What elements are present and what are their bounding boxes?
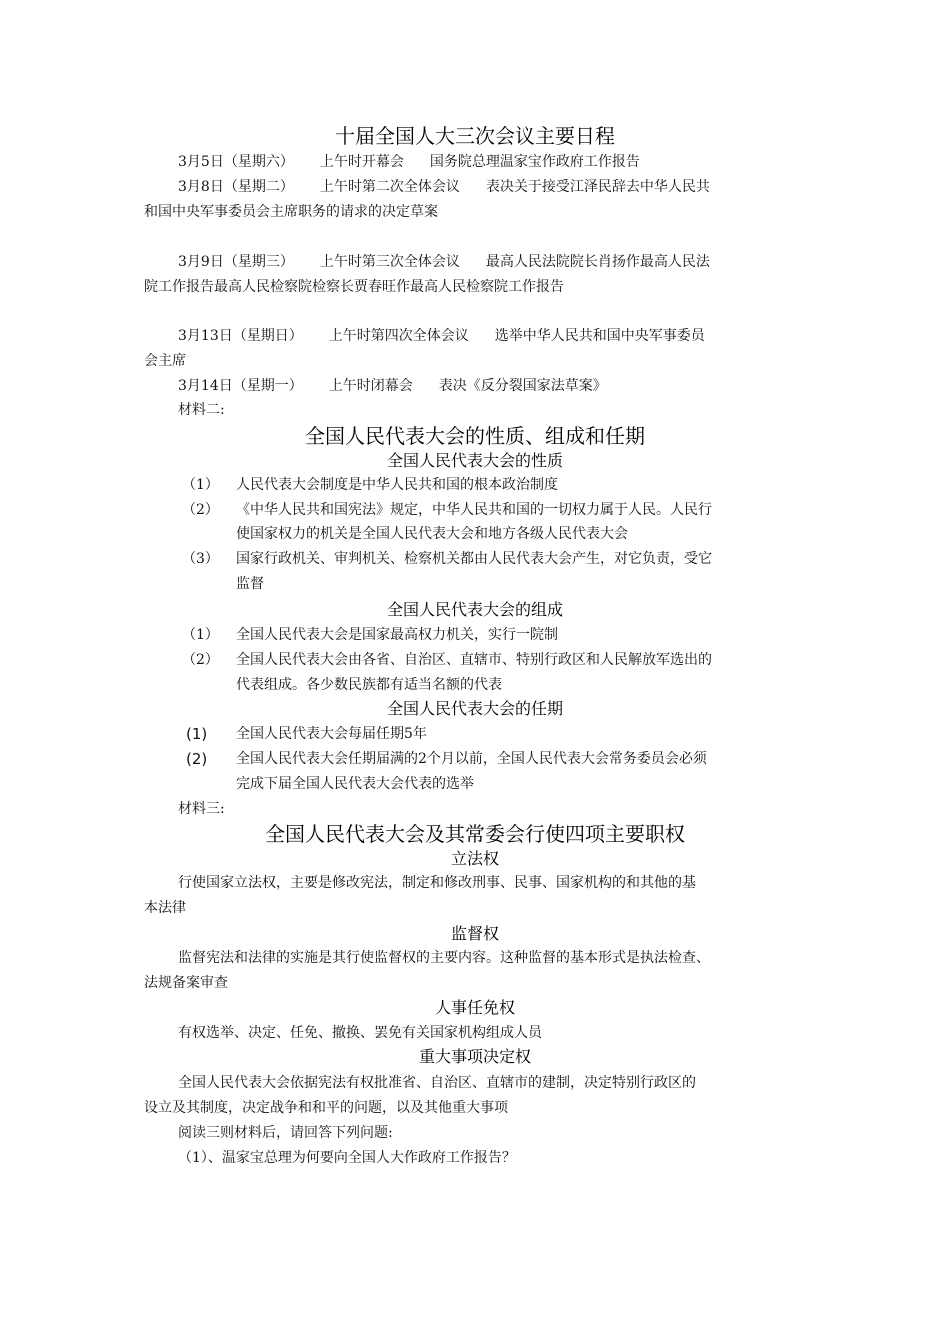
schedule-item-2: 3月8日（星期二） 上午时第二次全体会议 表决关于接受江泽民辞去中华人民共 [178,179,710,195]
nature-item-3: 国家行政机关、审判机关、检察机关都由人民代表大会产生，对它负责，受它 [236,551,712,567]
nature-item-3-cont: 监督 [236,576,264,592]
personnel-heading: 人事任免权 [434,998,515,1017]
supervision-text-cont: 法规备案审查 [144,975,228,991]
schedule-item-3: 3月9日（星期三） 上午时第三次全体会议 最高人民法院院长肖扬作最高人民法 [178,254,710,270]
composition-item-2: 全国人民代表大会由各省、自治区、直辖市、特别行政区和人民解放军选出的 [236,652,712,668]
composition-item-1: 全国人民代表大会是国家最高权力机关，实行一院制 [236,627,558,643]
personnel-text: 有权选举、决定、任免、撤换、罢免有关国家机构组成人员 [178,1025,542,1041]
nature-item-2-num: （2） [182,502,219,518]
term-heading: 全国人民代表大会的任期 [386,699,563,718]
schedule-item-1: 3月5日（星期六） 上午时开幕会 国务院总理温家宝作政府工作报告 [178,154,640,170]
nature-item-3-num: （3） [182,551,219,567]
composition-item-1-num: （1） [182,627,219,643]
schedule-item-3-cont: 院工作报告最高人民检察院检察长贾春旺作最高人民检察院工作报告 [144,279,564,295]
decision-text: 全国人民代表大会依据宪法有权批准省、自治区、直辖市的建制，决定特别行政区的 [178,1075,696,1091]
nature-item-1-num: （1） [182,477,219,493]
schedule-item-2-cont: 和国中央军事委员会主席职务的请求的决定草案 [144,204,438,220]
decision-text-cont: 设立及其制度，决定战争和和平的问题，以及其他重大事项 [144,1100,508,1116]
composition-item-2-num: （2） [182,652,219,668]
decision-heading: 重大事项决定权 [418,1047,531,1066]
nature-item-1: 人民代表大会制度是中华人民共和国的根本政治制度 [236,477,558,493]
nature-item-2: 《中华人民共和国宪法》规定，中华人民共和国的一切权力属于人民。人民行 [236,502,712,518]
composition-item-2-cont: 代表组成。各少数民族都有适当名额的代表 [236,677,502,693]
schedule-title: 十届全国人大三次会议主要日程 [335,124,615,148]
material3-label: 材料三: [178,801,225,817]
nature-item-2-cont: 使国家权力的机关是全国人民代表大会和地方各级人民代表大会 [236,526,628,542]
term-item-2: 全国人民代表大会任期届满的2个月以前，全国人民代表大会常务委员会必须 [236,751,707,767]
schedule-item-4-cont: 会主席 [144,353,186,369]
term-item-1: 全国人民代表大会每届任期5年 [236,726,427,742]
legislative-text-cont: 本法律 [144,900,186,916]
legislative-heading: 立法权 [450,849,499,868]
question-1: （1）、温家宝总理为何要向全国人大作政府工作报告？ [178,1150,516,1166]
term-item-2-num: (2) [186,750,208,768]
schedule-item-5: 3月14日（星期一） 上午时闭幕会 表决《反分裂国家法草案》 [178,378,607,394]
supervision-text: 监督宪法和法律的实施是其行使监督权的主要内容。这种监督的基本形式是执法检查、 [178,950,710,966]
composition-heading: 全国人民代表大会的组成 [386,600,563,619]
questions-intro: 阅读三则材料后，请回答下列问题: [178,1125,393,1141]
schedule-item-4: 3月13日（星期日） 上午时第四次全体会议 选举中华人民共和国中央军事委员 [178,328,705,344]
material3-title: 全国人民代表大会及其常委会行使四项主要职权 [265,822,685,846]
material2-title: 全国人民代表大会的性质、组成和任期 [305,424,645,448]
legislative-text: 行使国家立法权，主要是修改宪法，制定和修改刑事、民事、国家机构的和其他的基 [178,875,696,891]
material2-label: 材料二: [178,402,225,418]
nature-heading: 全国人民代表大会的性质 [386,451,563,470]
supervision-heading: 监督权 [450,924,499,943]
term-item-2-cont: 完成下届全国人民代表大会代表的选举 [236,776,474,792]
term-item-1-num: (1) [186,725,208,743]
